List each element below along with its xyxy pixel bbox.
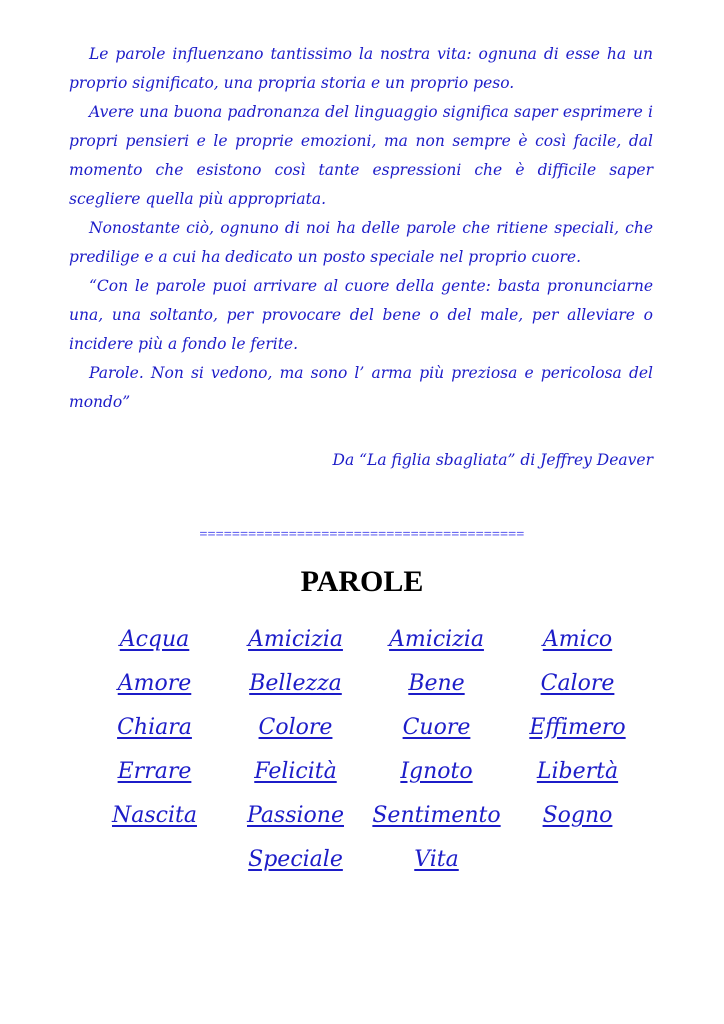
word-link[interactable]: Ignoto <box>400 759 473 784</box>
word-link[interactable]: Sentimento <box>372 803 501 828</box>
intro-paragraph-1: Le parole influenzano tantissimo la nostra vita: ognuna di esse ha un proprio significato, una propria storia e un proprio peso. <box>69 45 653 92</box>
word-links-grid <box>84 620 648 884</box>
quote-attribution: Da “La figlia sbagliata” di Jeffrey Deaver <box>332 451 653 469</box>
word-link[interactable]: Vita <box>414 847 459 872</box>
word-link[interactable]: Amicizia <box>389 627 484 652</box>
intro-paragraph-5: Parole. Non si vedono, ma sono l’ arma più preziosa e pericolosa del mondo” <box>69 364 653 411</box>
intro-paragraph-4: “Con le parole puoi arrivare al cuore della gente: basta pronunciarne una, una soltanto, per provocare del bene o del male, per alleviare o incidere più a fondo le ferite. <box>69 277 653 353</box>
word-link[interactable]: Acqua <box>119 627 190 652</box>
word-link[interactable]: Amico <box>542 627 613 652</box>
word-link[interactable]: Passione <box>247 803 344 828</box>
word-link[interactable]: Colore <box>258 715 333 740</box>
word-link[interactable]: Bellezza <box>249 671 342 696</box>
intro-text <box>69 40 653 417</box>
word-link[interactable]: Chiara <box>117 715 192 740</box>
word-link[interactable]: Amore <box>117 671 192 696</box>
word-link[interactable]: Calore <box>540 671 615 696</box>
word-link[interactable]: Speciale <box>248 847 343 872</box>
page-title: PAROLE <box>300 565 424 598</box>
word-link[interactable]: Libertà <box>536 759 619 784</box>
separator-line: ======================================== <box>199 527 525 542</box>
word-link[interactable]: Bene <box>408 671 465 696</box>
intro-paragraph-2: Avere una buona padronanza del linguaggio significa saper esprimere i propri pensieri e le proprie emozioni, ma non sempre è così facile, dal momento che esistono così tante espressioni che è difficile saper scegliere quella più appropriata. <box>69 103 653 208</box>
word-link[interactable]: Amicizia <box>248 627 343 652</box>
intro-paragraph-3: Nonostante ciò, ognuno di noi ha delle parole che ritiene speciali, che predilige e a cui ha dedicato un posto speciale nel proprio cuore. <box>69 219 653 266</box>
word-link[interactable]: Effimero <box>529 715 626 740</box>
word-link[interactable]: Sogno <box>542 803 613 828</box>
word-link[interactable]: Errare <box>117 759 192 784</box>
word-link[interactable]: Cuore <box>402 715 471 740</box>
word-link[interactable]: Felicità <box>254 759 337 784</box>
word-link[interactable]: Nascita <box>112 803 197 828</box>
